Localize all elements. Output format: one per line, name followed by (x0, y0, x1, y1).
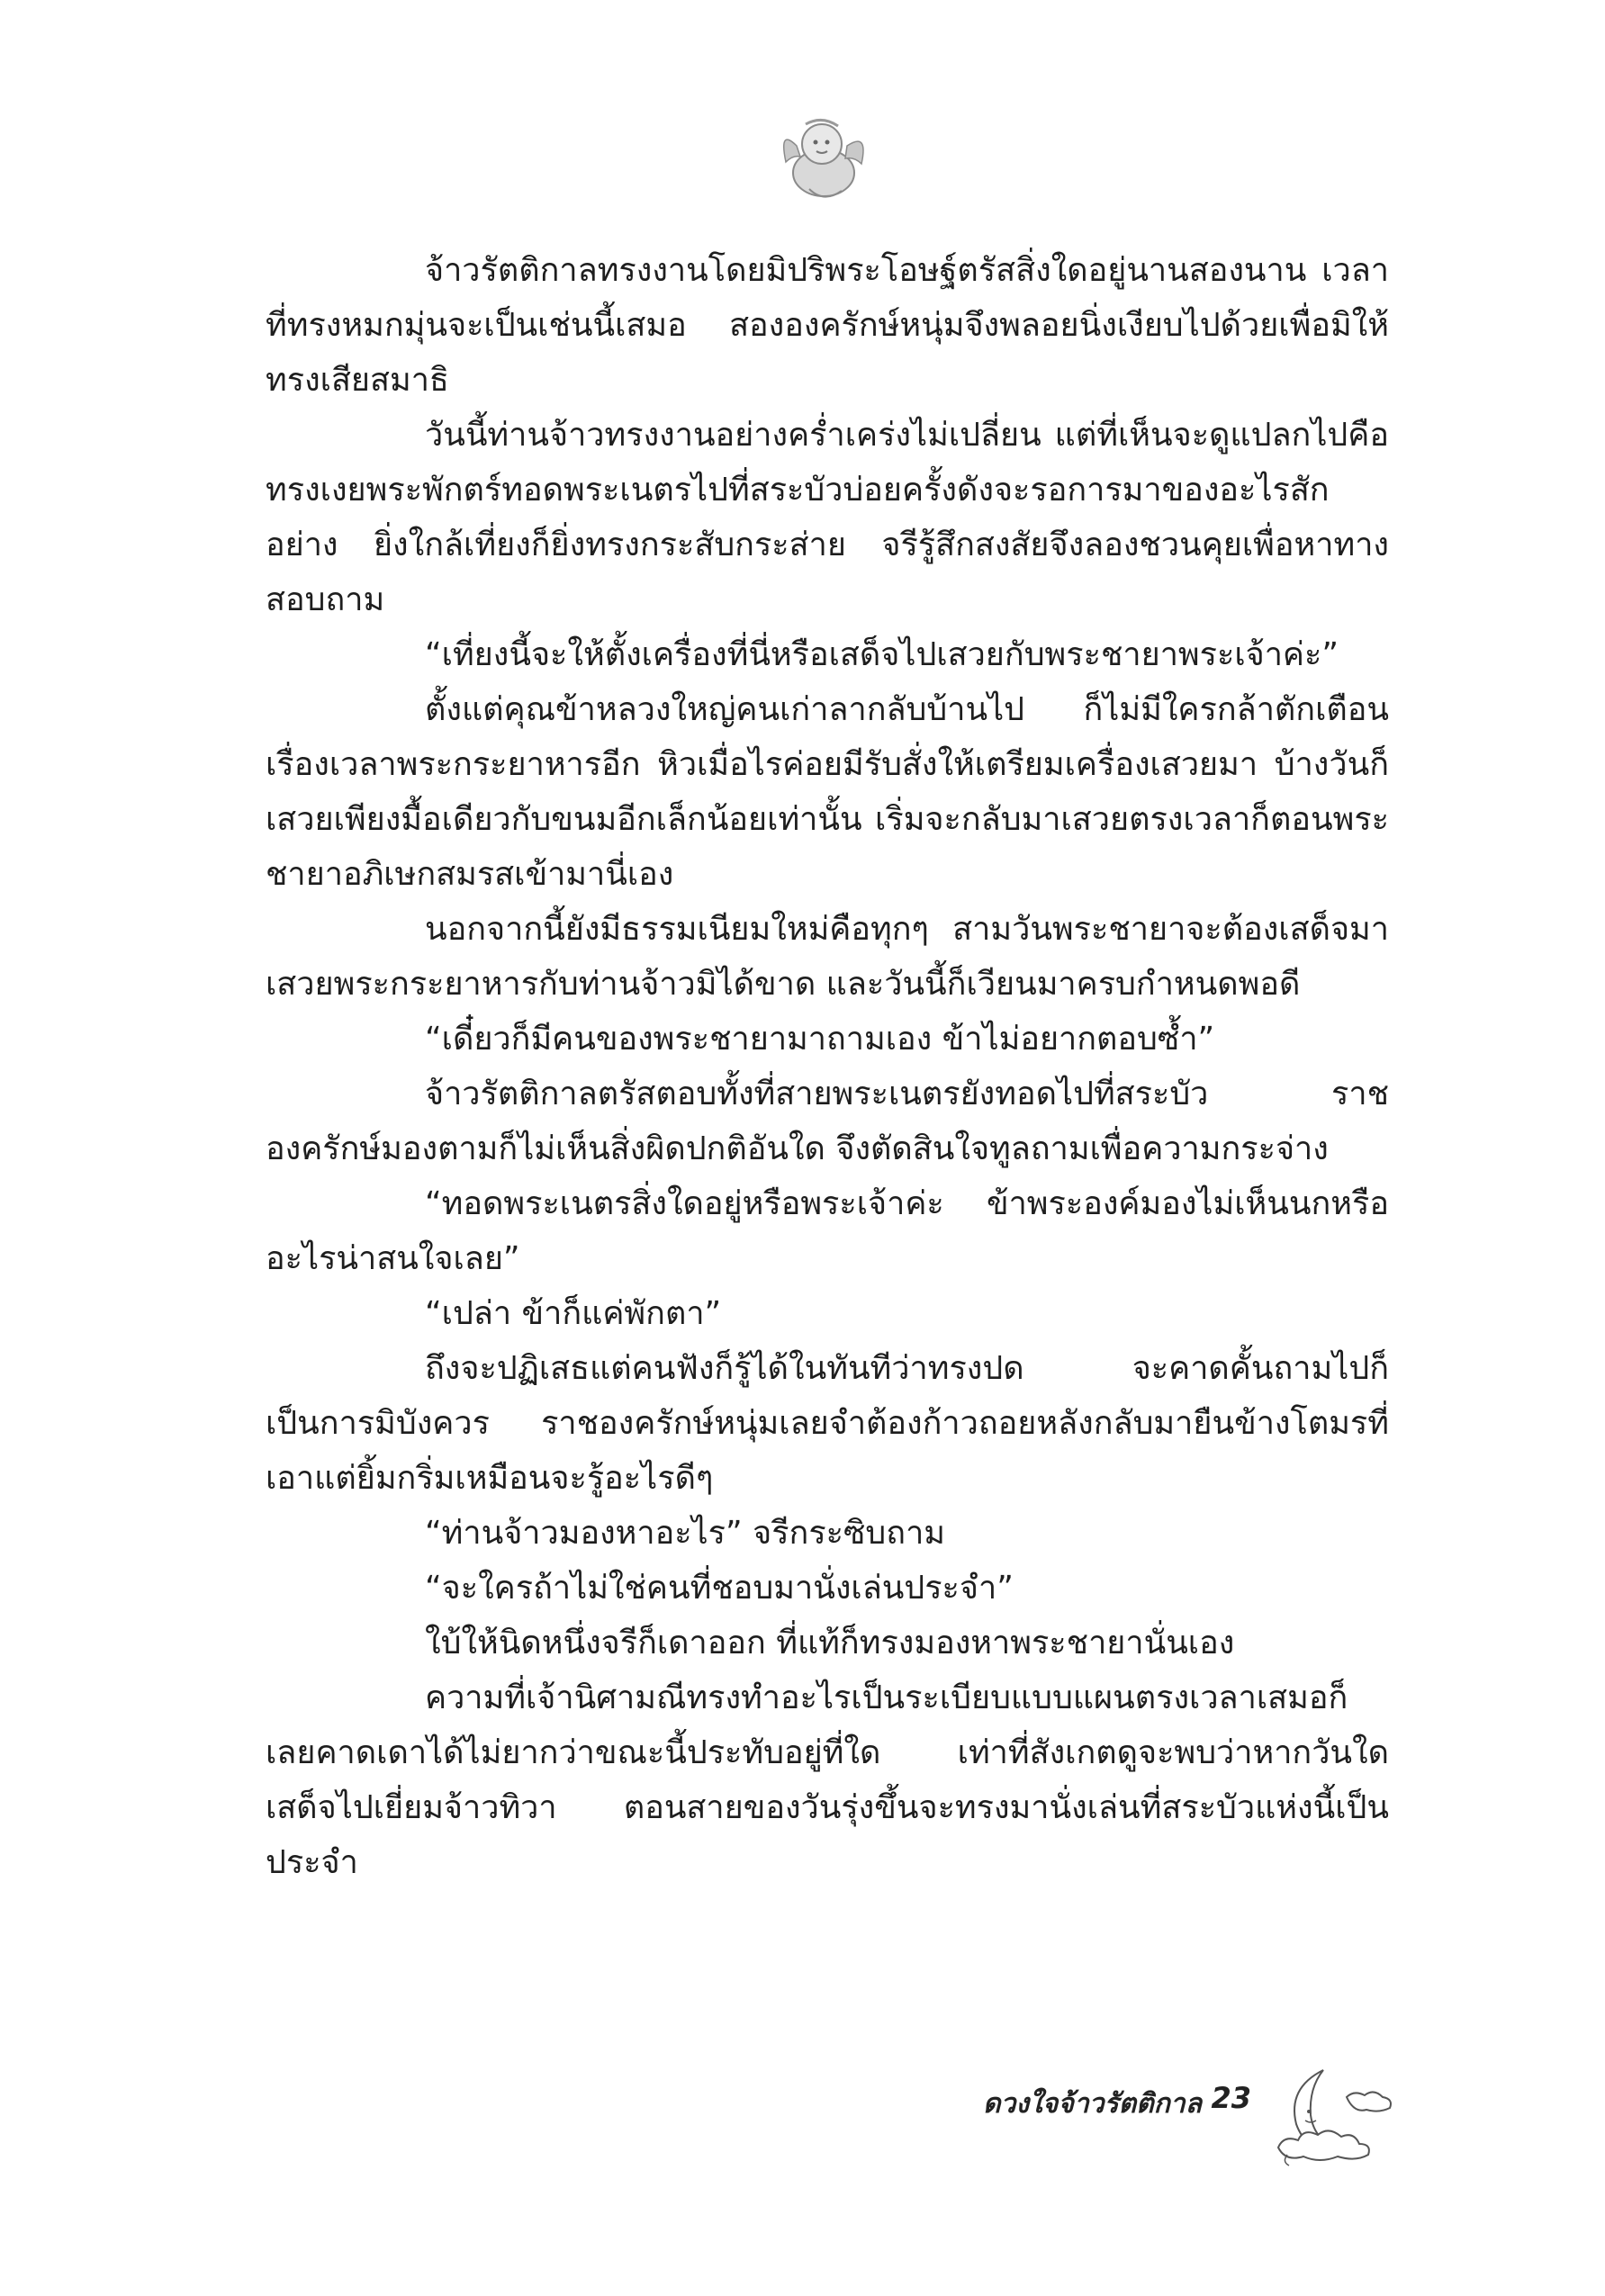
crescent-moon-cloud-icon (1260, 2061, 1404, 2169)
paragraph: “จะใครถ้าไม่ใช่คนที่ชอบมานั่งเล่นประจำ” (425, 1570, 1014, 1607)
cherub-icon (770, 110, 878, 207)
paragraph: ตั้งแต่คุณข้าหลวงใหญ่คนเก่าลากลับบ้านไป ก็ไม่มีใครกล้าตักเตือนเรื่องเวลาพระกระยาหารอีก หิวเมื่อไรค่อยมีรับสั่งให้เตรียมเครื่องเสวยมา บ้างวันก็เสวยเพียงมื้อเดียวกับขนมอีกเล็กน้อยเท่านั้น เริ่มจะกลับมาเสวยตรงเวลาก็ตอนพระชายาอภิเษกสมรสเข้ามานี่เอง (266, 691, 1389, 893)
running-title: ดวงใจจ้าวรัตติกาล (983, 2088, 1202, 2120)
body-text (266, 243, 1389, 1890)
paragraph: ถึงจะปฏิเสธแต่คนฟังก็รู้ได้ในทันทีว่าทรงปด จะคาดคั้นถามไปก็เป็นการมิบังควร ราชองครักษ์หนุ่มเลยจำต้องก้าวถอยหลังกลับมายืนข้างโตมรที่เอาแต่ยิ้มกริ่มเหมือนจะรู้อะไรดีๆ (266, 1350, 1389, 1497)
paragraph: นอกจากนี้ยังมีธรรมเนียมใหม่คือทุกๆ สามวันพระชายาจะต้องเสด็จมาเสวยพระกระยาหารกับท่านจ้าวมิได้ขาด และวันนี้ก็เวียนมาครบกำหนดพอดี (266, 911, 1389, 1003)
paragraph: “ทอดพระเนตรสิ่งใดอยู่หรือพระเจ้าค่ะ ข้าพระองค์มองไม่เห็นนกหรืออะไรน่าสนใจเลย” (266, 1185, 1389, 1277)
paragraph: จ้าวรัตติกาลทรงงานโดยมิปริพระโอษฐ์ตรัสสิ่งใดอยู่นานสองนาน เวลาที่ทรงหมกมุ่นจะเป็นเช่นนี้เสมอ สององครักษ์หนุ่มจึงพลอยนิ่งเงียบไปด้วยเพื่อมิให้ทรงเสียสมาธิ (266, 252, 1389, 399)
paragraph: ความที่เจ้านิศามณีทรงทำอะไรเป็นระเบียบแบบแผนตรงเวลาเสมอก็เลยคาดเดาได้ไม่ยากว่าขณะนี้ประทับอยู่ที่ใด เท่าที่สังเกตดูจะพบว่าหากวันใดเสด็จไปเยี่ยมจ้าวทิวา ตอนสายของวันรุ่งขึ้นจะทรงมานั่งเล่นที่สระบัวแห่งนี้เป็นประจำ (266, 1679, 1389, 1881)
paragraph: “ท่านจ้าวมองหาอะไร” จรีกระซิบถาม (425, 1515, 946, 1552)
paragraph: “เปล่า ข้าก็แค่พักตา” (425, 1295, 722, 1332)
paragraph: วันนี้ท่านจ้าวทรงงานอย่างคร่ำเคร่งไม่เปลี่ยน แต่ที่เห็นจะดูแปลกไปคือทรงเงยพระพักตร์ทอดพระเนตรไปที่สระบัวบ่อยครั้งดังจะรอการมาของอะไรสักอย่าง ยิ่งใกล้เที่ยงก็ยิ่งทรงกระสับกระส่าย จรีรู้สึกสงสัยจึงลองชวนคุยเพื่อหาทางสอบถาม (266, 417, 1389, 618)
page-footer (900, 2061, 1404, 2169)
paragraph: ใบ้ให้นิดหนึ่งจรีก็เดาออก ที่แท้ก็ทรงมองหาพระชายานั่นเอง (425, 1625, 1235, 1661)
paragraph: จ้าวรัตติกาลตรัสตอบทั้งที่สายพระเนตรยังทอดไปที่สระบัว ราชองครักษ์มองตามก็ไม่เห็นสิ่งผิดปกติอันใด จึงตัดสินใจทูลถามเพื่อความกระจ่าง (266, 1076, 1389, 1167)
paragraph: “เที่ยงนี้จะให้ตั้งเครื่องที่นี่หรือเสด็จไปเสวยกับพระชายาพระเจ้าค่ะ” (425, 636, 1339, 673)
page-number: 23 (1211, 2081, 1251, 2115)
paragraph: “เดี๋ยวก็มีคนของพระชายามาถามเอง ข้าไม่อยากตอบซ้ำ” (425, 1021, 1215, 1058)
